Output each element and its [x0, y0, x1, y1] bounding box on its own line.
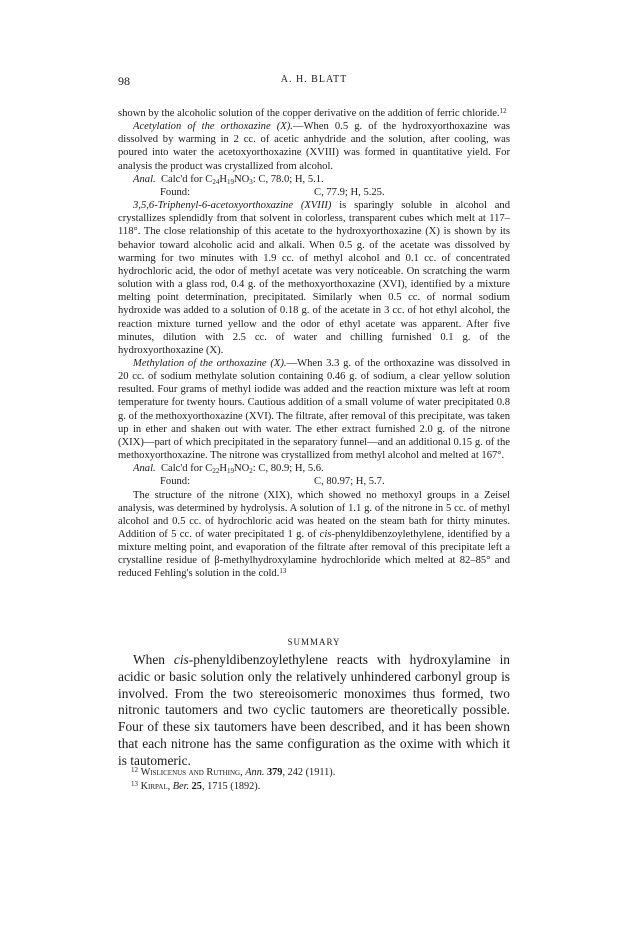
summary-paragraph: When cis-phenyldibenzoylethylene reacts with hydroxylamine in acidic or basic solution only the relatively unhindered carbonyl group is involved. From the two stereoisomeric monoximes thus formed, two nitronic tautomers and two cyclic tautomers are theoretically possible. Four of these six tautomers have been described, and it has been shown that each nitrone has the same configuration as the oxime with which it is tautomeric.	[118, 652, 510, 768]
section-title: Methylation of the orthoxazine (X).	[133, 357, 287, 369]
footnote-ref: 12	[499, 107, 507, 115]
paragraph-acetylation: Acetylation of the orthoxazine (X).—When 0.5 g. of the hydroxyorthoxazine was dissolved by warming in 2 cc. of acetic anhydride and the solution, after cooling, was poured into water the acetoxyorthoxazine (XVIII) was formed in quantitative yield. For analysis the product was crystallized from alcohol.	[118, 121, 510, 172]
footnotes	[131, 766, 511, 793]
body-text	[118, 107, 510, 581]
footnote-ref: 13	[279, 567, 287, 576]
analysis-calculated: Anal. Calc'd for $C_{22}H_{19}NO_2$: C, 80.9; H, 5.6.	[133, 463, 324, 476]
section-title: Acetylation of the orthoxazine (X).	[133, 121, 293, 133]
page-header	[118, 74, 510, 90]
footnote: $^{13}$ Kirpal, Ber. 25, 1715 (1892).	[131, 779, 261, 792]
paragraph-methylation: Methylation of the orthoxazine (X).—When 3.3 g. of the orthoxazine was dissolved in 20 cc. of sodium methylate solution containing 0.46 g. of sodium, a clear yellow solution resulted. Four grams of methyl iodide was added and the reaction mixture was left at room temperature for twenty hours. Cautious addition of a small volume of water precipitated 0.8 g. of the methoxyorthoxazine (XVI). The filtrate, after removal of this precipitate, was taken up in ether and shaken out with water. The ether extract furnished 2.0 g. of the nitrone (XIX)—part of which precipitated in the separatory funnel—and an additional 0.15 g. of the methoxyorthoxazine. The nitrone was crystallized from methyl alcohol and melted at 167°.	[118, 357, 510, 462]
analysis-found: Found: C, 77.9; H, 5.25.	[160, 186, 385, 198]
summary-heading: SUMMARY	[287, 637, 341, 647]
paragraph-structure: The structure of the nitrone (XIX), which showed no methoxyl groups in a Zeisel analysis, was determined by hydrolysis. A solution of 1.1 g. of the nitrone in 5 cc. of methyl alcohol and 0.5 cc. of hydrochloric acid was heated on the steam bath for thirty minutes. Addition of 5 cc. of water precipitated 1 g. of cis-phenyldibenzoylethylene, identified by a mixture melting point, and evaporation of the filtrate after removal of this precipitate left a crystalline residue of β-methylhydroxylamine hydrochloride which melted at 82–85° and reduced Fehling's solution in the cold.$^{13}$	[118, 489, 510, 580]
footnote: $^{12}$ Wislicenus and Ruthing, Ann. 379, 242 (1911).	[131, 766, 336, 778]
running-head: A. H. BLATT	[280, 74, 348, 85]
analysis-found: Found: C, 80.97; H, 5.7.	[160, 476, 385, 488]
page-number: 98	[118, 74, 130, 88]
paragraph-acetoxy: 3,5,6-Triphenyl-6-acetoxyorthoxazine (XVIII) is sparingly soluble in alcohol and crystallizes splendidly from that solvent in colorless, transparent cubes which melt at 117–118°. The close relationship of this acetate to the hydroxyorthoxazine (X) is shown by its behavior toward alcoholic acid and alkali. When 0.5 g. of the acetate was dissolved by warming for two minutes with 1.9 cc. of methyl alcohol and 0.1 cc. of concentrated hydrochloric acid, the odor of methyl acetate was very noticeable. On scratching the warm solution with a glass rod, 0.4 g. of the methoxyorthoxazine (XVI), identified by a mixture melting point determination, precipitated. Similarly when 0.5 cc. of normal sodium hydroxide was added to a solution of 0.18 g. of the acetate in 3 cc. of hot ethyl alcohol, the reaction mixture turned yellow and the odor of ethyl acetate was apparent. After five minutes, dilution with 2.5 cc. of water and chilling furnished 0.1 g. of the hydroxyorthoxazine (X).	[118, 200, 510, 356]
section-title: 3,5,6-Triphenyl-6-acetoxyorthoxazine (XVIII)	[133, 200, 332, 212]
paragraph-continuation: shown by the alcoholic solution of the copper derivative on the addition of ferric chloride.$^{12}$	[118, 107, 507, 119]
analysis-calculated: Anal. Calc'd for $C_{24}H_{19}NO_3$: C, 78.0; H, 5.1.	[133, 173, 324, 186]
